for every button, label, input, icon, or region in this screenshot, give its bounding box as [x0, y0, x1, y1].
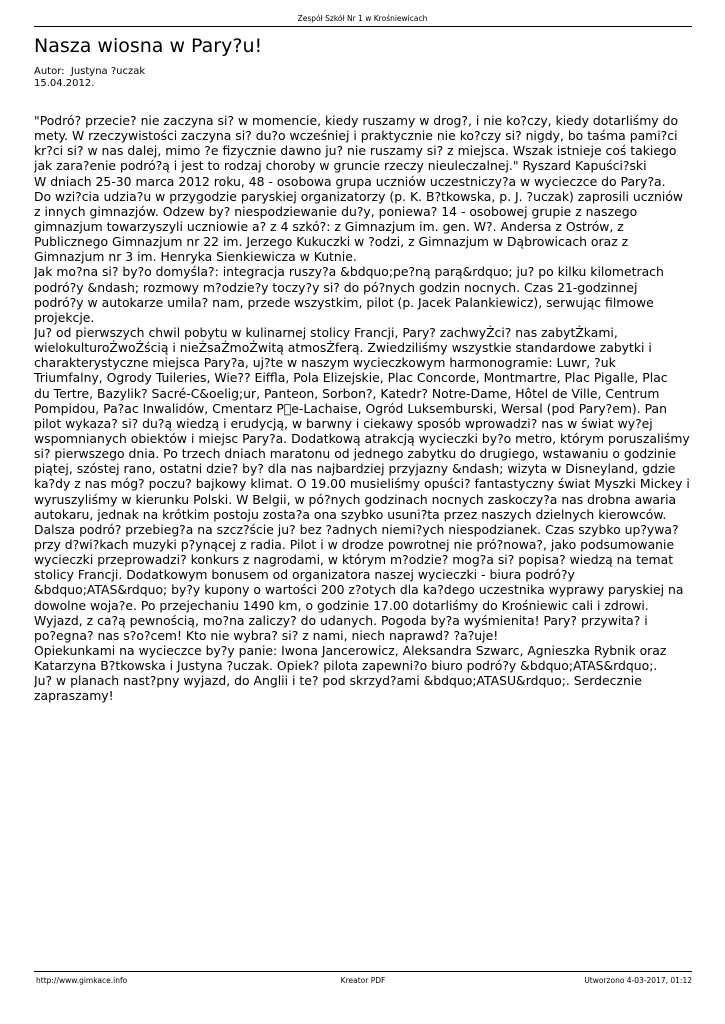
body-line: Wyjazd, z ca?ą pewnością, mo?na zaliczy? do udanych. Pogoda by?a wyśmienita! Pary? przywita? i — [34, 612, 648, 628]
body-line: ka?dy z nas móg? poczu? bajkowy klimat. O 19.00 musieliśmy opuści? fantastyczny świat Myszki Mickey i — [34, 476, 690, 492]
body-line: stolicy Francji. Dodatkowym bonusem od organizatora naszej wycieczki - biura podró?y — [34, 567, 575, 583]
page-footer — [34, 976, 692, 988]
body-line: si? pierwszego dnia. Po trzech dniach maratonu od jednego zabytku do drugiego, wstawaniu o godzinie — [34, 446, 677, 462]
body-line: wspomnianych obiektów i miejsc Pary?a. Dodatkową atrakcją wycieczki by?o metro, którym poruszaliśmy — [34, 430, 690, 446]
footer-url[interactable]: http://www.gimkace.info — [36, 976, 128, 985]
body-line: wyruszyliśmy w kierunku Polski. W Belgii, w pó?nych godzinach nocnych zaskoczy?a nas drobna awaria — [34, 491, 677, 507]
page-header: Zespół Szkół Nr 1 w Krośniewicach — [297, 14, 428, 23]
body-line: po?egna? nas s?o?cem! Kto nie wybra? si? z nami, niech naprawd? ?a?uje! — [34, 627, 499, 643]
body-line: jak zara?enie podró?ą i jest to rodzaj choroby w gruncie rzeczy nieuleczalnej." Ryszard Kapuści?ski — [34, 158, 647, 174]
body-line: Dalsza podró? przebieg?a na szcz?ście ju? bez ?adnych niemi?ych niespodzianek. Czas szybko up?ywa? — [34, 521, 679, 537]
footer-created: Utworzono 4-03-2017, 01:12 — [584, 976, 692, 985]
footer-generator: Kreator PDF — [340, 976, 386, 985]
body-line: W dniach 25-30 marca 2012 roku, 48 - osobowa grupa uczniów uczestniczy?a w wycieczce do Pary?a. — [34, 173, 666, 189]
body-line: Opiekunkami na wycieczce by?y panie: Iwona Jancerowicz, Aleksandra Szwarc, Agnieszka Rybnik oraz — [34, 642, 667, 658]
body-line: podró?y &ndash; rozmowy m?odzie?y toczy?y si? do pó?nych godzin nocnych. Czas 21-godzinnej — [34, 279, 638, 295]
article-title: Nasza wiosna w Pary?u! — [34, 35, 263, 57]
body-line: charakterystyczne miejsca Pary?a, uj?te w naszym wycieczkowym harmonogramie: Luwr, ?uk — [34, 355, 616, 371]
body-line: z innych gimnazjów. Odzew by? niespodziewanie du?y, poniewa? 14 - osobowej grupie z naszego — [34, 203, 638, 219]
body-line: Ju? od pierwszych chwil pobytu w kulinarnej stolicy Francji, Pary? zachwyŹci? nas zabytŹkami, — [34, 324, 618, 340]
body-line: Gimnazjum nr 3 im. Henryka Sienkiewicza w Kutnie. — [34, 249, 357, 265]
body-line: Katarzyna B?tkowska i Justyna ?uczak. Opiek? pilota zapewni?o biuro podró?y &bdquo;ATAS&rdquo;. — [34, 658, 658, 674]
article-author: Autor: Justyna ?uczak — [34, 66, 146, 77]
body-line: Triumfalny, Ogrody Tuileries, Wie?? Eiffla, Pola Elizejskie, Plac Concorde, Montmartre, Plac Pigalle, Plac — [34, 370, 668, 386]
body-line: podró?y w autokarze umila? nam, przede wszystkim, pilot (p. Jacek Palankiewicz), serwując filmowe — [34, 294, 654, 310]
body-line: wielokulturoŻwoŹścią i nieŹsaŻmoŻwitą atmosŹferą. Zwiedziliśmy wszystkie standardowe zabytki i — [34, 340, 652, 356]
body-line: dowolne woja?e. Po przejechaniu 1490 km, o godzinie 17.00 dotarliśmy do Krośniewic cali i zdrowi. — [34, 597, 649, 613]
body-line: Jak mo?na si? by?o domyśla?: integracja ruszy?a &bdquo;pe?ną parą&rdquo; ju? po kilku kilometrach — [34, 264, 664, 280]
body-line: Pompidou, Pa?ac Inwalidów, Cmentarz P e-Lachaise, Ogród Luksemburski, Wersal (pod Pary?em). Pan — [34, 400, 667, 416]
body-line: Publicznego Gimnazjum nr 22 im. Jerzego Kukuczki w ?odzi, z Gimnazjum w Dąbrowicach oraz z — [34, 234, 629, 250]
body-line: zapraszamy! — [34, 688, 114, 704]
footer-divider — [34, 971, 692, 972]
body-line: piątej, szóstej rano, ostatni dzie? by? dla nas najbardziej przyjazny &ndash; wizyta w Disneyland, gdzie — [34, 461, 676, 477]
body-line: Do wzi?cia udzia?u w przygodzie paryskiej organizatorzy (p. K. B?tkowska, p. J. ?uczak) zaprosili uczniów — [34, 188, 684, 204]
body-line: autokaru, jednak na krótkim postoju zosta?a ona szybko usuni?ta przez naszych dzielnych kierowców. — [34, 506, 667, 522]
body-line: Ju? w planach nast?pny wyjazd, do Anglii i te? pod skrzyd?ami &bdquo;ATASU&rdquo;. Serdecznie — [34, 673, 642, 689]
article-body — [34, 113, 694, 703]
body-line: gimnazjum towarzyszyli uczniowie a? z 4 szkó?: z Gimnazjum im. gen. W?. Andersa z Ostrów, z — [34, 218, 624, 234]
body-line: przy d?wi?kach muzyki p?ynącej z radia. Pilot i w drodze powrotnej nie pró?nowa?, jako podsumowanie — [34, 536, 675, 552]
body-line: kr?ci si? w nas dalej, mimo ?e fizycznie dawno ju? nie ruszamy si? z miejsca. Wszak istnieje coś takiego — [34, 143, 677, 159]
body-line: du Tertre, Bazylik? Sacré-C&oelig;ur, Panteon, Sorbon?, Katedr? Notre-Dame, Hôtel de Ville, Centrum — [34, 385, 660, 401]
body-line: &bdquo;ATAS&rdquo; by?y kupony o wartości 200 z?otych dla ka?dego uczestnika wyprawy paryskiej na — [34, 582, 684, 598]
header-divider — [34, 26, 692, 27]
body-line: wycieczki przeprowadzi? konkurs z nagrodami, w którym m?odzie? mog?a si? popisa? wiedzą na temat — [34, 552, 674, 568]
body-line: pilot wykaza? si? du?ą wiedzą i erudycją, w barwny i ciekawy sposób wprowadzi? nas w świat wy?ej — [34, 415, 653, 431]
body-line: "Podró? przecie? nie zaczyna si? w momencie, kiedy ruszamy w drog?, i nie ko?czy, kiedy dotarliśmy do — [34, 113, 679, 128]
body-line: mety. W rzeczywistości zaczyna si? du?o wcześniej i praktycznie nie ko?czy si? nigdy, bo taśma pami?ci — [34, 128, 678, 144]
article-meta — [34, 66, 145, 90]
body-line: projekcje. — [34, 309, 95, 325]
article-date: 15.04.2012. — [34, 78, 95, 89]
